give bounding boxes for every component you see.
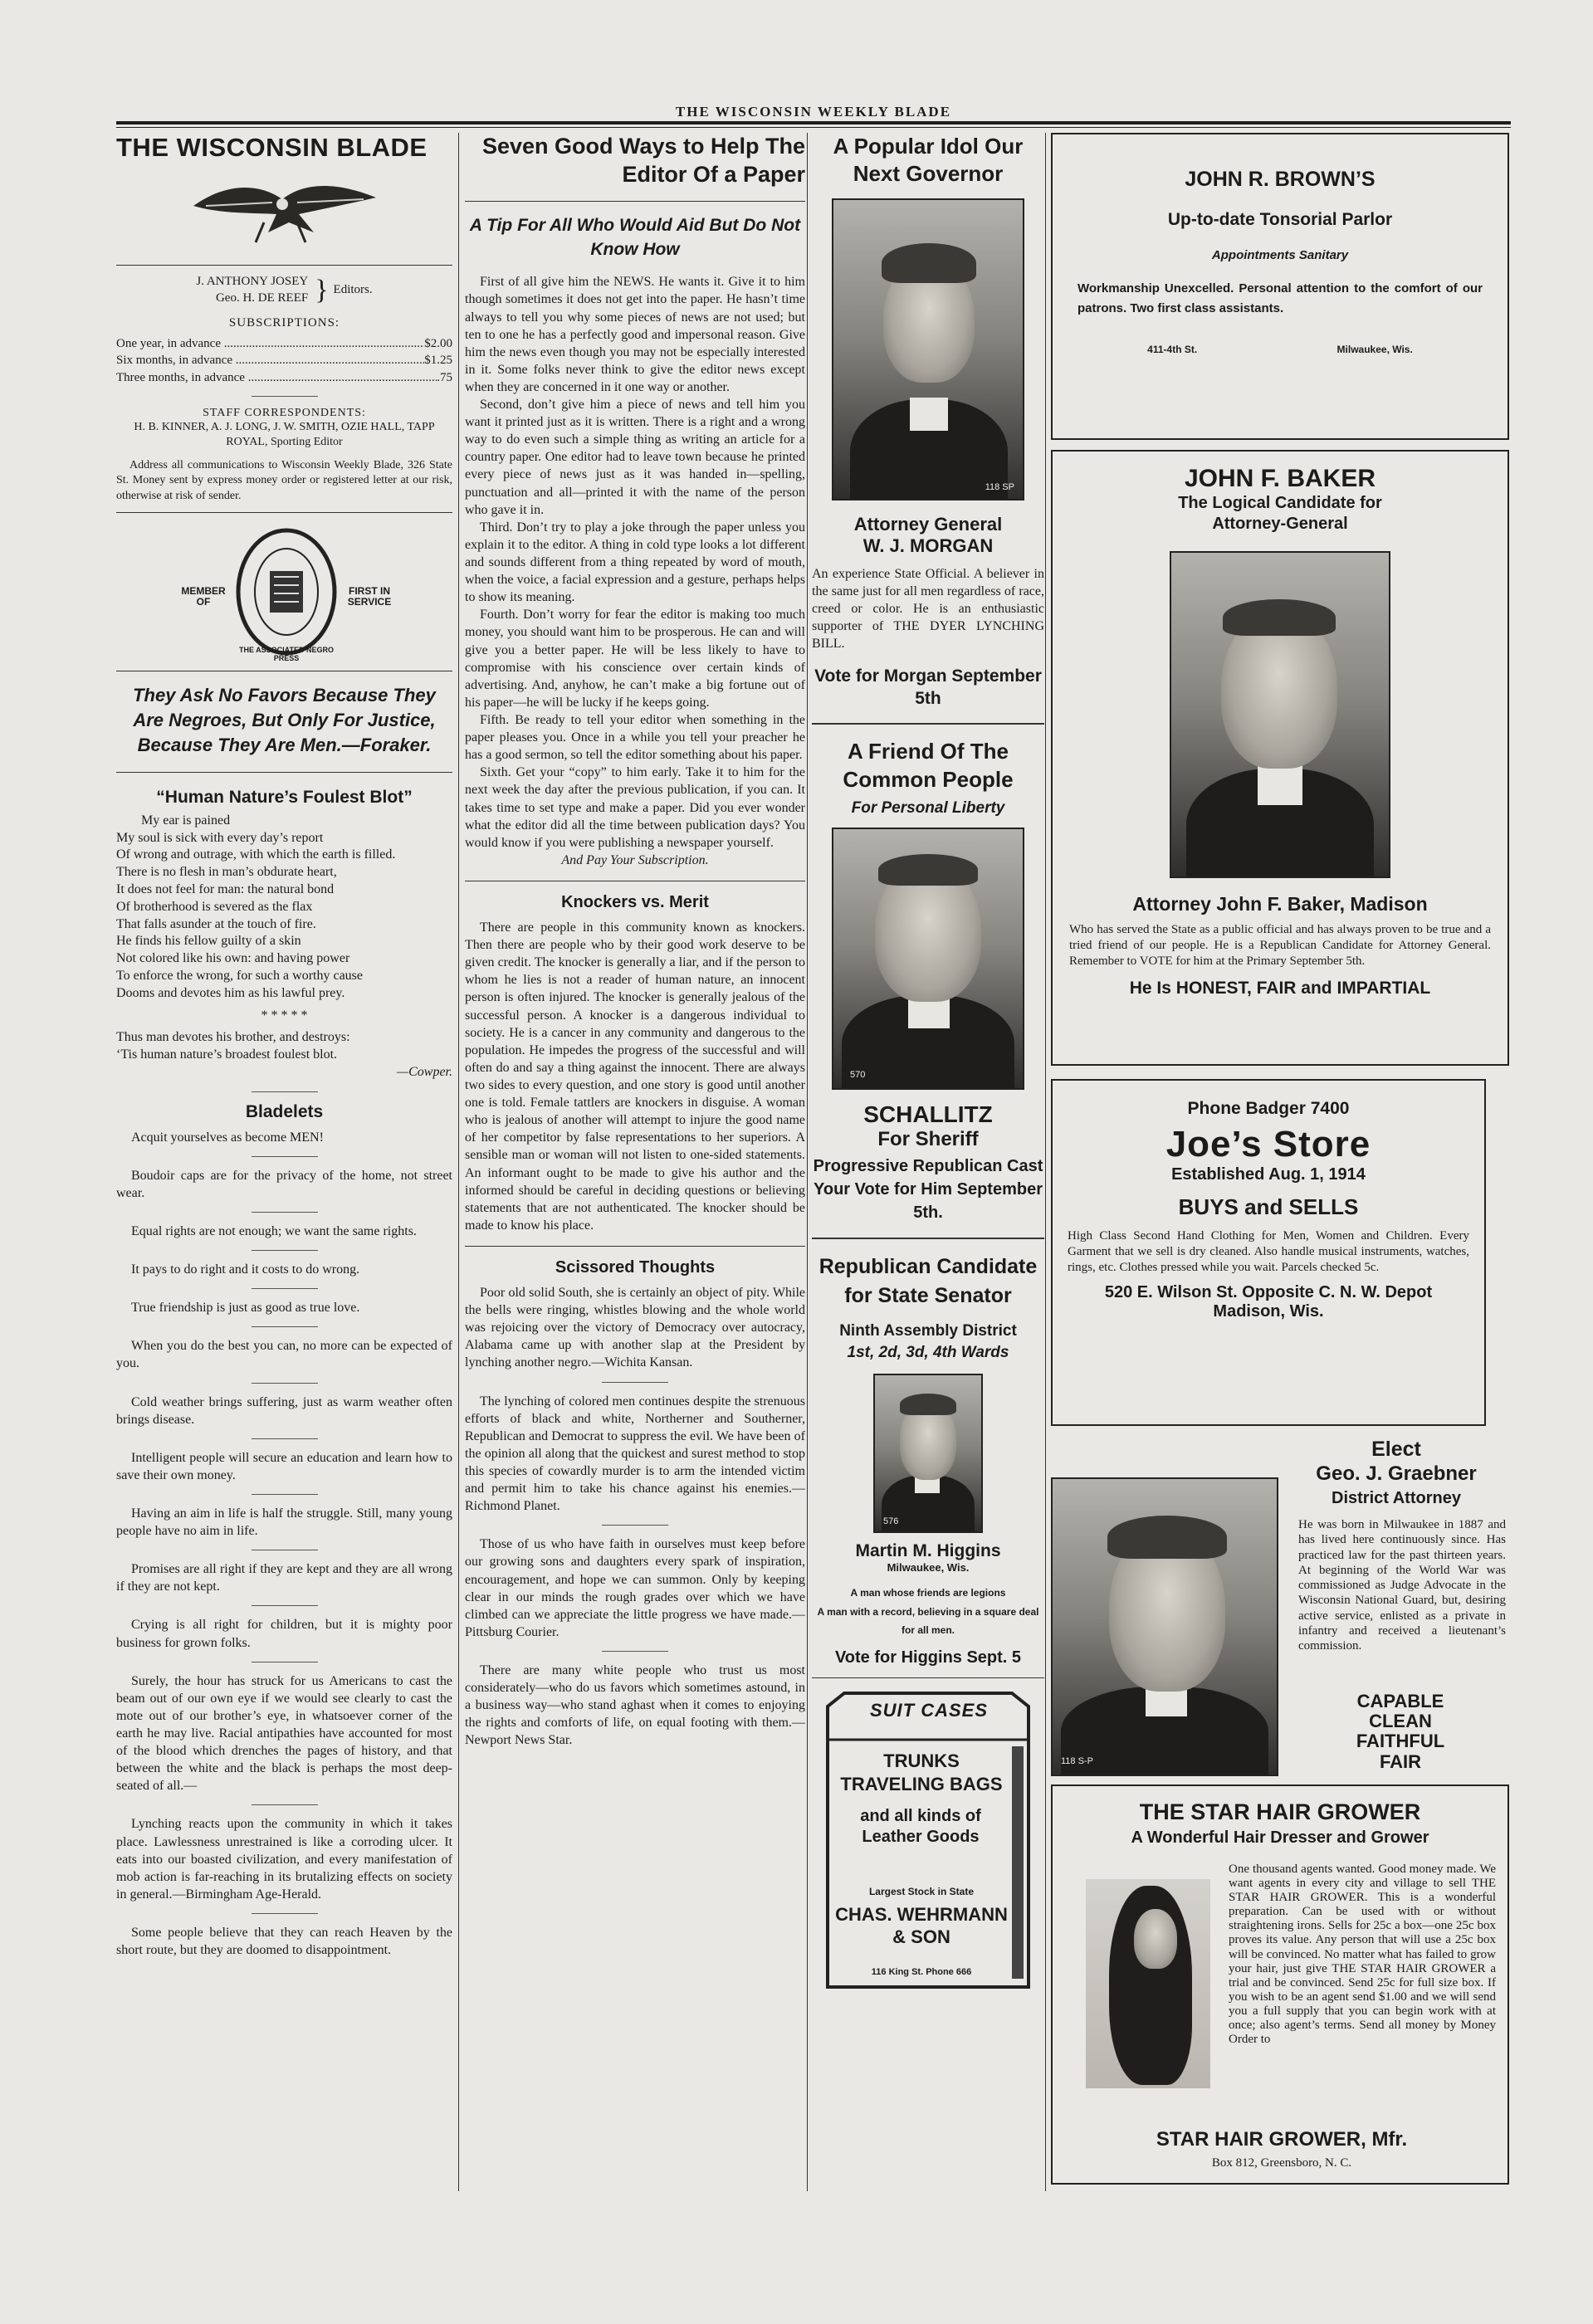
motto: They Ask No Favors Because They Are Negroes, But Only For Justice, Because They Are Men.—Foraker. [133, 684, 436, 756]
higgins-photo [873, 1374, 983, 1533]
brown-text: Workmanship Unexcelled. Personal attention to the comfort of our patrons. Two first class assistants. [1077, 281, 1483, 315]
poem-line: Of wrong and outrage, with which the earth is filled. [116, 847, 396, 862]
joes-phone: Phone Badger 7400 [1187, 1099, 1350, 1118]
subscription-row: Three months, in advance ..... .75 [116, 369, 452, 386]
editor-article-headline: Seven Good Ways to Help The Editor Of a Paper [481, 134, 805, 187]
column-masthead [116, 133, 452, 2208]
star-text: One thousand agents wanted. Good money made. We want agents in every city and village to sell THE STAR HAIR GROWER. This is a wonderful preparation. Can be used with or without straightening irons. Sells for 25c a box—one 25c box proves its value. Any person that will use a 25c box will be convinced. No matter what has failed to grow your hair, just give THE STAR HAIR GROWER a trial and be convinced. Send 25c for full size box. If you wish to be an agent send $1.00 and we will send you a full supply that you can begin work with at once; also agent’s terms. Send all money by Money Order to [1229, 1863, 1496, 2047]
column-rule-3 [1045, 133, 1046, 2191]
article-paragraph: Third. Don’t try to play a joke through the paper unless you explain it to the editor. A thing in cold type looks a lot different and sounds different from a thing repeated by word of mouth, when the voice, a facial expression and a gesture, perhaps helps to show its meaning. [465, 520, 805, 605]
joes-address: 520 E. Wilson St. Opposite C. N. W. Depot [1104, 1283, 1433, 1302]
poem-line: Not colored like his own: and having power [116, 951, 350, 966]
joes-store-ad [1051, 1079, 1486, 1426]
seal-icon [232, 525, 340, 658]
bladelet-item: Promises are all right if they are kept and they are all wrong if they are not kept. [116, 1562, 452, 1594]
morgan-caption-title: Attorney General [853, 514, 1003, 535]
photo-stamp: 570 [850, 1069, 866, 1080]
higgins-headline: Republican Candidate for State Senator [818, 1254, 1038, 1307]
graebner-quality: FAIR [1379, 1750, 1422, 1772]
column-candidates [812, 133, 1044, 2208]
schallitz-office: For Sheriff [877, 1127, 979, 1150]
bladelets-title: Bladelets [245, 1101, 324, 1121]
joes-established: Established Aug. 1, 1914 [1171, 1165, 1366, 1184]
star-mfr: STAR HAIR GROWER, Mfr. [1156, 2128, 1408, 2151]
top-rule [116, 121, 1511, 124]
poem-line: He finds his fellow guilty of a skin [116, 934, 301, 949]
higgins-name: Martin M. Higgins [855, 1540, 1001, 1560]
bladelet-item: Crying is all right for children, but it is mighty poor business for grown folks. [116, 1618, 452, 1650]
brown-address-row [1077, 344, 1483, 355]
bladelet-item: True friendship is just as good as true love. [131, 1301, 360, 1316]
editors-label: Editors. [333, 282, 373, 296]
higgins-line: A man whose friends are legions [850, 1586, 1006, 1599]
editor-article-subhead: A Tip For All Who Would Aid But Do Not Know How [469, 215, 801, 259]
poem-line: Dooms and devotes him as his lawful prey. [116, 985, 345, 1000]
bladelet-item: It pays to do right and it costs to do wrong. [131, 1262, 360, 1277]
star-subtitle: A Wonderful Hair Dresser and Grower [1131, 1828, 1429, 1847]
graebner-ad [1048, 1438, 1512, 1771]
joes-buys: BUYS and SELLS [1178, 1194, 1359, 1219]
graebner-name: Geo. J. Graebner [1316, 1462, 1477, 1485]
wehrmann-ad [819, 1688, 1037, 1995]
article-paragraph: First of all give him the NEWS. He wants it. Give it to him though sometimes it does not get into the paper. He hasn’t time always to tell you why some pieces of news are not used; but ten to one he has a perfectly good and impersonal reason. Give him the news even though you may not be especially interested in it. Some folks never think to give the editor news except when they are concerned in it one way or another. [465, 275, 805, 394]
knockers-title: Knockers vs. Merit [561, 893, 709, 911]
article-paragraph: Second, don’t give him a piece of news and tell him you want it printed just as it is written. There is a right and a wrong way to do even such a simple thing as writing an article for a country paper. One editor had to leave town because he printed every piece of news just as it was handed in—spelling, punctuation and all—printed it with the name of the person who gave it in. [465, 398, 805, 517]
poem-line: My soul is sick with every day’s report [116, 830, 324, 845]
baker-name: JOHN F. BAKER [1184, 465, 1376, 492]
column-editor-article [465, 133, 805, 2208]
bladelet-item: Surely, the hour has struck for us Americans to cast the beam out of our own eye if we would see clearly to cast the mote out of our brother’s eye, in whatsoever corner of the earth he may live. Racial antipathies have accounted for most of the blood which drenches the pages of history, and that between the white and the black is perhaps the most deep-seated of all.— [116, 1673, 452, 1794]
wehrmann-largest: Largest Stock in State [868, 1886, 975, 1898]
editor-name: Geo. H. DE REEF [215, 290, 309, 305]
morgan-headline: A Popular Idol Our Next Governor [833, 134, 1024, 186]
bladelet-item: Some people believe that they can reach Heaven by the short route, but they are doomed to disappointment. [116, 1926, 452, 1958]
brown-ad [1051, 133, 1509, 440]
brown-city: Milwaukee, Wis. [1336, 344, 1413, 355]
bladelet-item: Intelligent people will secure an education and learn how to save their own money. [116, 1450, 452, 1482]
graebner-qualities [1297, 1692, 1504, 1772]
masthead-title: THE WISCONSIN BLADE [116, 133, 428, 162]
bladelet-item: When you do the best you can, no more can be expected of you. [116, 1339, 452, 1371]
subscription-row: One year, in advance ..... $2.00 [116, 335, 452, 352]
photo-stamp: 576 [883, 1516, 899, 1526]
morgan-text: An experience State Official. A believer in the same just for all men regardless of race, creed or color. He is an enthusiastic supporter of THE DYER LYNCHING BILL. [812, 567, 1044, 652]
poem-line: ‘Tis human nature’s broadest foulest blot. [116, 1047, 338, 1062]
schallitz-name: SCHALLITZ [863, 1101, 993, 1127]
joes-city: Madison, Wis. [1213, 1302, 1324, 1321]
column-rule-1 [458, 133, 459, 2191]
graebner-photo [1051, 1477, 1278, 1776]
poem-line: To enforce the wrong, for such a worthy cause [116, 968, 363, 983]
star-title: THE STAR HAIR GROWER [1139, 1799, 1421, 1824]
scissored-paragraph: There are many white people who trust us most considerately—who do us favors which sometimes astound, in a business way—who stand aghast when it comes to enjoying the rights and comforts of life, on equal footing with them.—Newport News Star. [465, 1662, 805, 1748]
scissored-paragraph: The lynching of colored men continues despite the strenuous efforts of black and white, Northerner and Southerner, Republican and Democrat to suppress the evil. We have been of the opinion all along that the quickest and surest method to stop this species of cowardly murder is to arm the intended victim and permit him to take his chance against his enemies.—Richmond Planet. [465, 1394, 805, 1514]
eagle-emblem-icon [116, 173, 452, 251]
brown-subtitle: Up-to-date Tonsorial Parlor [1167, 210, 1393, 229]
top-rule-thin [116, 127, 1511, 128]
poem-line: Thus man devotes his brother, and destroys: [116, 1030, 350, 1045]
column-ads [1048, 133, 1512, 2208]
bladelet-item: Acquit yourselves as become MEN! [131, 1130, 324, 1145]
higgins-district: Ninth Assembly District [839, 1321, 1017, 1340]
scissored-paragraph: Poor old solid South, she is certainly an object of pity. While the bells were ringing, whistles blowing and the whole world was rejoicing over the victory of Democracy over autocracy, Alabama came up with another slap at the President by lynching another negro.—Wichita Kansan. [465, 1285, 805, 1370]
photo-stamp: 118 S-P [1061, 1756, 1093, 1766]
scissored-body [465, 1284, 805, 1750]
article-paragraph: Sixth. Get your “copy” to him early. Take it to him for the next week the day after the previous publication, if you can. It takes time to set type and make a paper. Did you ever wonder what the editor did all the time between publication days? You would know if you were publishing a newspaper yourself. [465, 765, 805, 850]
seal-member-label: MEMBER OF [181, 584, 226, 608]
running-head: THE WISCONSIN WEEKLY BLADE [675, 104, 952, 120]
bladelet-item: Cold weather brings suffering, just as warm weather often brings disease. [116, 1394, 452, 1427]
graebner-quality: CAPABLE [1356, 1691, 1444, 1711]
editors-block: J. ANTHONY JOSEY Geo. H. DE REEF } Editors. [196, 274, 373, 305]
article-paragraph: Fifth. Be ready to tell your editor when something in the paper pleases you. Once in a while you tell your preacher he has a good sermon, so tell the editor something about his paper. [465, 713, 805, 763]
graebner-elect: Elect [1371, 1438, 1421, 1461]
seal-ring-text: THE ASSOCIATED NEGRO PRESS [238, 645, 334, 662]
article-paragraph: Fourth. Don’t worry for fear the editor is making too much money, you should want him to be prosperous. He can and will give you a better paper. He will be less likely to have to compromise with his conscience over certain kinds of advertising. And, anyhow, he can’t make a big fortune out of his paper—he will be lucky if he keeps going. [465, 608, 805, 710]
schallitz-text: Progressive Republican Cast Your Vote for Him September 5th. [813, 1156, 1043, 1222]
wehrmann-and-text: and all kinds of Leather Goods [860, 1807, 981, 1847]
schallitz-photo [832, 828, 1024, 1090]
poem-line: It does not feel for man: the natural bond [116, 881, 335, 896]
poem-line: There is no flesh in man’s obdurate heart, [116, 865, 337, 880]
higgins-vote: Vote for Higgins Sept. 5 [834, 1648, 1022, 1667]
graebner-quality: FAITHFUL [1356, 1731, 1445, 1752]
subscription-row: Six months, in advance ..... $1.25 [116, 352, 452, 369]
subscriptions-table [116, 335, 452, 386]
brown-tagline: Appointments Sanitary [1211, 248, 1349, 262]
baker-caption: Attorney John F. Baker, Madison [1132, 893, 1428, 915]
wehrmann-suitcases: SUIT CASES [869, 1700, 989, 1721]
brown-name: JOHN R. BROWN’S [1185, 168, 1376, 191]
scissored-title: Scissored Thoughts [555, 1257, 716, 1277]
wehrmann-items: TRUNKS TRAVELING BAGS [840, 1750, 1003, 1794]
schallitz-headline: A Friend Of The Common People [843, 739, 1014, 792]
poem-author: —Cowper. [396, 1064, 452, 1079]
poem [116, 813, 452, 1081]
joes-text: High Class Second Hand Clothing for Men, Women and Children. Every Garment that we sell is dry cleaned. Also handle musical instruments, watches, rings, etc. Clothes pressed while you wait. Parcels checked 5c. [1068, 1229, 1469, 1274]
editor-article-body [465, 273, 805, 869]
bladelet-item: Boudoir caps are for the privacy of the home, not street wear. [116, 1168, 452, 1200]
staff-heading: STAFF CORRESPONDENTS: [203, 406, 366, 419]
bladelet-item: Lynching reacts upon the community in which it takes place. Lawlessness unrestrained is like a corroding ulcer. It eats into our boasted civilization, and every manifestation of mob action is far-reaching in its brutalizing effects on society in general.—Birmingham Age-Herald. [116, 1817, 452, 1902]
address-text: Address all communications to Wisconsin Weekly Blade, 326 State St. Money sent by express money order or registered letter at our risk, otherwise at risk of sender. [116, 459, 452, 502]
poem-stars: * * * * * [261, 1008, 308, 1023]
higgins-wards: 1st, 2d, 3d, 4th Wards [847, 1343, 1009, 1361]
article-closing: And Pay Your Subscription. [561, 852, 709, 867]
bladelet-item: Equal rights are not enough; we want the same rights. [131, 1224, 417, 1239]
graebner-text: He was born in Milwaukee in 1887 and has lived here continuously since. Has practiced law for the past thirteen years. At beginning of the World War was commissioned as Judge Advocate in the Wisconsin National Guard, but, desiring active service, enlisted as a private in infantry and received a lieutenant’s commission. [1298, 1518, 1506, 1653]
poem-title: “Human Nature’s Foulest Blot” [156, 787, 413, 807]
column-rule-2 [807, 133, 808, 2191]
baker-text: Who has served the State as a public official and has always proven to be true and a tried friend of our people. He is a Republican Candidate for Attorney General. Remember to VOTE for him at the Primary September 5th. [1069, 923, 1491, 968]
wehrmann-name: CHAS. WEHRMANN & SON [835, 1904, 1008, 1947]
morgan-photo [832, 198, 1024, 500]
editor-name: J. ANTHONY JOSEY [196, 275, 309, 288]
star-address: Box 812, Greensboro, N. C. [1211, 2156, 1352, 2170]
poem-line: My ear is pained [141, 813, 231, 828]
subscriptions-heading: SUBSCRIPTIONS: [228, 316, 340, 330]
scissored-paragraph: Those of us who have faith in ourselves must keep before our growing sons and daughters every spark of inspiration, encouragement, and hope we can summon. Only by keeping clear in our minds the rough grades over which we have climbed can we appreciate the little progress we have made.—Pittsburg Courier. [465, 1537, 805, 1639]
knockers-body: There are people in this community known as knockers. Then there are people who by their good work deserve to be given credit. The knocker is generally a liar, and if the person to whom he lies is not a reader of human nature, an innocent person is often injured. The knocker is generally jealous of the successful person. A knocker is a dangerous individual to society. He is a cancer in any community and dangerous to the population. He impedes the progress of the successful and will often do and say a thing against the innocent. There are always two sides to every question, and one story is good until another one is told. Female tattlers are knockers in disguise. A woman who is jealous of another will attempt to injure the good name of her competitor by false representations to her superiors. A sensible man or woman will not listen to one-sided statements. An informant ought to be made to give his author and the informed should be careful in deciding questions or believing statements that are not authenticated. The knocker should be made to know his place. [465, 920, 805, 1233]
wehrmann-address: 116 King St. Phone 666 [871, 1967, 972, 1978]
star-hair-grower-ad [1051, 1784, 1509, 2185]
staff-text: H. B. KINNER, A. J. LONG, J. W. SMITH, OZIE HALL, TAPP ROYAL, Sporting Editor [134, 420, 435, 448]
graebner-office: District Attorney [1332, 1489, 1461, 1507]
higgins-line: A man with a record, believing in a square deal for all men. [817, 1605, 1039, 1637]
baker-slogan: He Is HONEST, FAIR and IMPARTIAL [1129, 979, 1431, 998]
poem-line: Of brotherhood is severed as the flax [116, 899, 313, 914]
morgan-vote: Vote for Morgan September 5th [814, 666, 1042, 708]
baker-subtitle: The Logical Candidate for Attorney-General [1178, 494, 1382, 533]
baker-ad [1051, 450, 1509, 1066]
bladelet-item: Having an aim in life is half the struggle. Still, many young people have no aim in life. [116, 1506, 452, 1539]
poem-line: That falls asunder at the touch of fire. [116, 916, 316, 931]
schallitz-subhead: For Personal Liberty [851, 798, 1005, 817]
higgins-city: Milwaukee, Wis. [887, 1560, 970, 1574]
photo-stamp: 118 SP [985, 482, 1014, 492]
joes-name: Joe’s Store [1165, 1124, 1371, 1164]
associated-negro-press-seal [116, 521, 452, 662]
graebner-quality: CLEAN [1369, 1711, 1432, 1732]
bladelets-list [116, 1129, 452, 1960]
seal-first-label: FIRST IN SERVICE [347, 584, 392, 608]
baker-photo [1170, 551, 1390, 878]
star-woman-photo [1086, 1879, 1210, 2088]
brown-address: 411-4th St. [1147, 344, 1198, 355]
morgan-caption-name: W. J. MORGAN [862, 535, 994, 556]
